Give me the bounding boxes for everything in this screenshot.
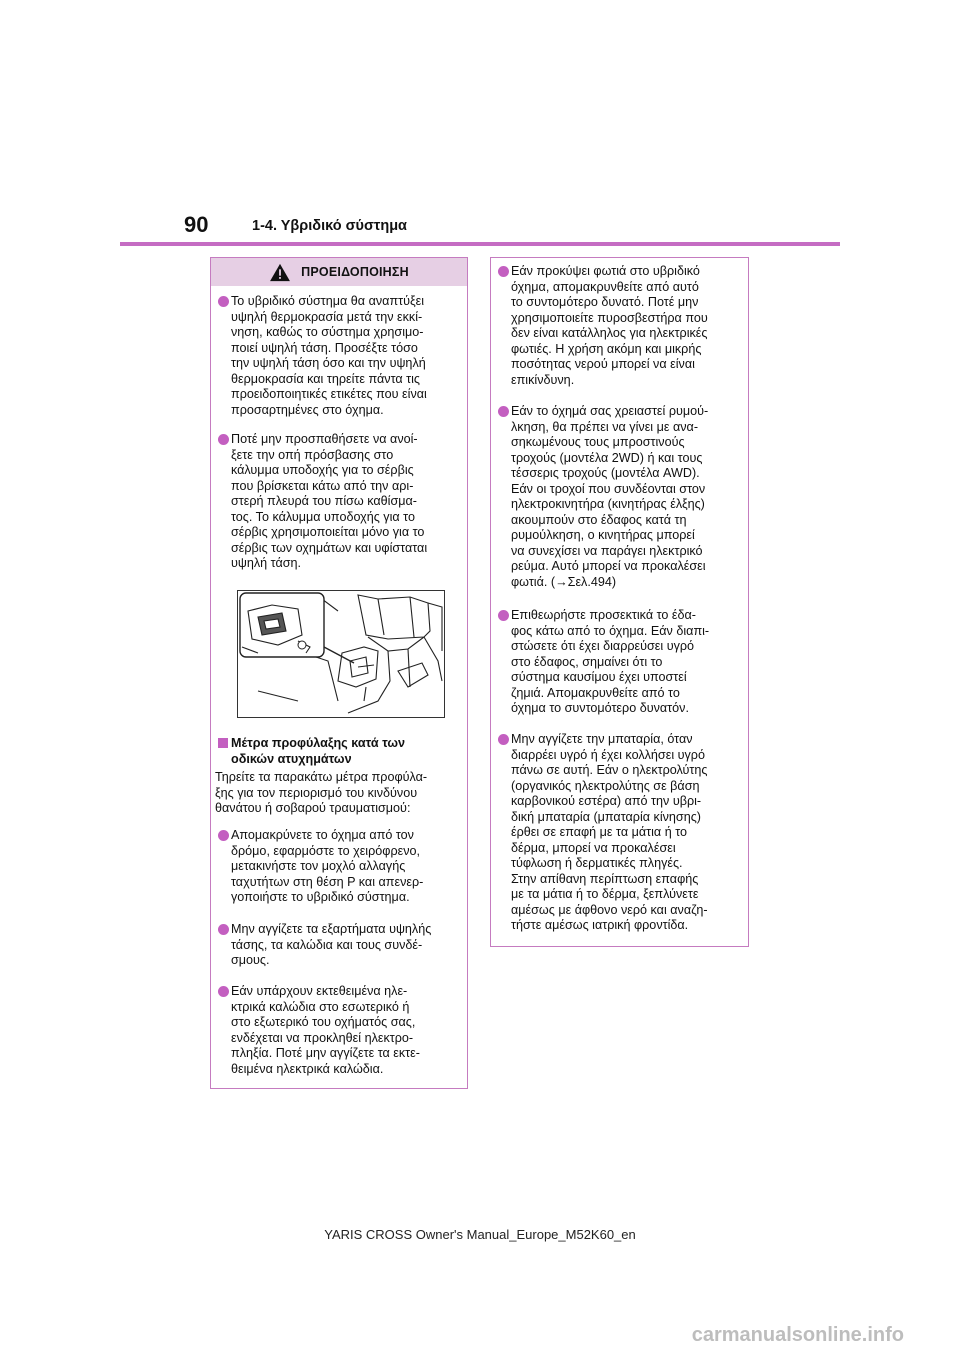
text-line: δεν είναι κατάλληλος για ηλεκτρικές [511, 326, 708, 340]
text-line: θειμένα ηλεκτρικά καλώδια. [231, 1061, 384, 1076]
text-line: Εάν το όχημά σας χρειαστεί ρυμού- [511, 404, 709, 418]
bullet-icon [498, 406, 509, 417]
text-line: στερή πλευρά του πίσω καθίσμα- [231, 494, 417, 508]
text-line: ποσότητας νερού μπορεί να είναι [511, 357, 695, 371]
text-line: Επιθεωρήστε προσεκτικά το έδα- [511, 608, 697, 622]
text-line: (οργανικός ηλεκτρολύτης σε βάση [511, 778, 700, 793]
text-line: που βρίσκεται κάτω από την αρι- [231, 478, 414, 493]
text-line: υψηλή τάση. [231, 556, 302, 570]
warning-item-5 [231, 984, 420, 1077]
subheading-line: Μέτρα προφύλαξης κατά των [231, 736, 405, 750]
bullet-icon [218, 830, 229, 841]
text-line: δική μπαταρία (μπαταρία κίνησης) [511, 809, 701, 824]
warning-item-2 [231, 432, 427, 572]
text-line: τάσης, τα καλώδια και τους συνδέ- [231, 937, 423, 952]
text-line: φωτιά. (→Σελ.494) [511, 574, 617, 589]
text-line: διαρρέει υγρό ή έχει κολλήσει υγρό [511, 747, 705, 762]
bullet-icon [218, 434, 229, 445]
watermark: carmanualsonline.info [691, 1324, 904, 1346]
bullet-icon [218, 986, 229, 997]
text-line: τέσσερις τροχούς (μοντέλα AWD). [511, 466, 700, 480]
text-line: αμέσως με άφθονο νερό και αναζη- [511, 902, 708, 917]
header-rule [120, 242, 840, 246]
right-item-3 [511, 608, 709, 717]
warning-header [211, 258, 467, 286]
text-line: ζημιά. Απομακρυνθείτε από το [511, 685, 680, 700]
text-line: φος κάτω από το όχημα. Εάν διαπι- [511, 623, 710, 638]
text-line: μετακινήστε τον μοχλό αλλαγής [231, 859, 406, 873]
text-line: ακουμπούν στο έδαφος κατά τη [511, 512, 687, 527]
service-plug-illustration [237, 590, 445, 718]
text-line: Το υβριδικό σύστημα θα αναπτύξει [231, 294, 425, 308]
text-line: Εάν υπάρχουν εκτεθειμένα ηλε- [231, 984, 408, 998]
text-line: στο εξωτερικό του οχήματός σας, [231, 1015, 416, 1029]
text-line: τύφλωση ή δερματικές πληγές. [511, 856, 683, 870]
text-line: θερμοκρασία και τηρείτε πάντα τις [231, 371, 421, 386]
text-line: σηκωμένους τους μπροστινούς [511, 435, 685, 449]
warning-triangle-icon [269, 263, 291, 282]
page-number: 90 [184, 212, 209, 237]
text-line: δρόμο, εφαρμόστε το χειρόφρενο, [231, 843, 421, 858]
text-line: όχημα, απομακρυνθείτε από αυτό [511, 279, 699, 294]
text-line: πάνω σε αυτή. Εάν ο ηλεκτρολύτης [511, 763, 708, 777]
text-line: Ποτέ μην προσπαθήσετε να ανοί- [231, 432, 418, 446]
text-line: χρησιμοποιείτε πυροσβεστήρα που [511, 310, 708, 325]
bullet-icon [218, 924, 229, 935]
text-line: Εάν προκύψει φωτιά στο υβριδικό [511, 264, 700, 278]
right-item-4 [511, 732, 708, 934]
text-line: ρεύμα. Αυτό μπορεί να προκαλέσει [511, 559, 706, 573]
text-line: Στην απίθανη περίπτωση επαφής [511, 871, 699, 886]
text-line: Απομακρύνετε το όχημα από τον [231, 828, 414, 842]
text-line: Μην αγγίζετε τα εξαρτήματα υψηλής [231, 922, 432, 936]
text-line: ενδέχεται να προκληθεί ηλεκτρο- [231, 1030, 414, 1045]
text-line: καρβονικού εστέρα) από την υβρι- [511, 794, 702, 808]
text-line: σμους. [231, 953, 270, 967]
text-line: φωτιές. Η χρήση ακόμη και μικρής [511, 341, 702, 356]
bullet-icon [498, 610, 509, 621]
text-line: προσαρτημένες στο όχημα. [231, 402, 384, 417]
text-line: σέρβις των οχημάτων και υφίσταται [231, 540, 428, 555]
square-bullet-icon [218, 738, 228, 748]
text-line: έρθει σε επαφή με τα μάτια ή το [511, 825, 687, 839]
right-item-1 [511, 264, 708, 388]
text-line: τος. Το κάλυμμα υποδοχής για το [231, 509, 415, 524]
footer-manual-id: YARIS CROSS Owner's Manual_Europe_M52K60_en [324, 1227, 636, 1242]
text-line: ρυμούλκηση, ο κινητήρας μπορεί [511, 528, 695, 542]
text-line: ξης για τον περιορισμό του κινδύνου [215, 785, 418, 800]
right-item-2 [511, 404, 708, 590]
text-line: λκηση, θα πρέπει να γίνει με ανα- [511, 419, 699, 434]
text-line: ηλεκτροκινητήρα (κινητήρας έλξης) [511, 497, 705, 511]
subheading-line: οδικών ατυχημάτων [231, 751, 352, 766]
section-title: 1-4. Υβριδικό σύστημα [252, 218, 407, 234]
bullet-icon [498, 734, 509, 745]
text-line: ταχυτήτων στη θέση P και απενερ- [231, 874, 424, 889]
text-line: τροχούς (μοντέλα 2WD) ή και τους [511, 450, 703, 465]
intro-paragraph [215, 770, 427, 817]
subheading-block [231, 736, 405, 767]
text-line: πληξία. Ποτέ μην αγγίζετε τα εκτε- [231, 1046, 420, 1060]
text-line: Μην αγγίζετε την μπαταρία, όταν [511, 732, 693, 746]
text-line: σέρβις χρησιμοποιείται μόνο για το [231, 525, 425, 539]
text-line: με τα μάτια ή το δέρμα, ξεπλύνετε [511, 887, 699, 901]
bullet-icon [218, 296, 229, 307]
text-line: υψηλή θερμοκρασία μετά την εκκί- [231, 309, 423, 324]
text-line: κάλυμμα υποδοχής για το σέρβις [231, 463, 414, 477]
text-line: στο έδαφος, σημαίνει ότι το [511, 654, 663, 669]
warning-item-1 [231, 294, 427, 418]
bullet-icon [498, 266, 509, 277]
text-line: στώσετε ότι έχει διαρρεύσει υγρό [511, 639, 695, 653]
text-line: νηση, καθώς το σύστημα χρησιμο- [231, 325, 424, 339]
text-line: το συντομότερο δυνατό. Ποτέ μην [511, 295, 699, 309]
text-line: γοποιήστε το υβριδικό σύστημα. [231, 890, 410, 904]
text-line: την υψηλή τάση όσο και την υψηλή [231, 356, 426, 370]
text-line: δέρμα, μπορεί να προκαλέσει [511, 840, 676, 855]
warning-title: ΠΡΟΕΙΔΟΠΟΙΗΣΗ [301, 265, 409, 279]
text-line: προειδοποιητικές ετικέτες που είναι [231, 387, 427, 401]
text-line: θανάτου ή σοβαρού τραυματισμού: [215, 801, 411, 815]
text-line: επικίνδυνη. [511, 372, 575, 387]
text-line: Τηρείτε τα παρακάτω μέτρα προφύλα- [215, 770, 428, 784]
text-line: ποιεί υψηλή τάση. Προσέξτε τόσο [231, 340, 418, 355]
text-line: κτρικά καλώδια στο εσωτερικό ή [231, 999, 410, 1014]
text-line: Εάν οι τροχοί που συνδέονται στον [511, 481, 706, 496]
text-line: σύστημα καυσίμου έχει υποστεί [511, 670, 687, 684]
rear-seat-service-cover-figure [238, 591, 444, 717]
warning-item-4 [231, 922, 431, 969]
text-line: ξετε την οπή πρόσβασης στο [231, 447, 394, 462]
warning-item-3 [231, 828, 423, 906]
text-line: να συνεχίσει να παράγει ηλεκτρικό [511, 543, 703, 558]
warning-box-left [210, 257, 468, 1089]
text-line: τήστε αμέσως ιατρική φροντίδα. [511, 918, 689, 932]
warning-box-right [490, 257, 749, 947]
text-line: όχημα το συντομότερο δυνατόν. [511, 701, 689, 715]
